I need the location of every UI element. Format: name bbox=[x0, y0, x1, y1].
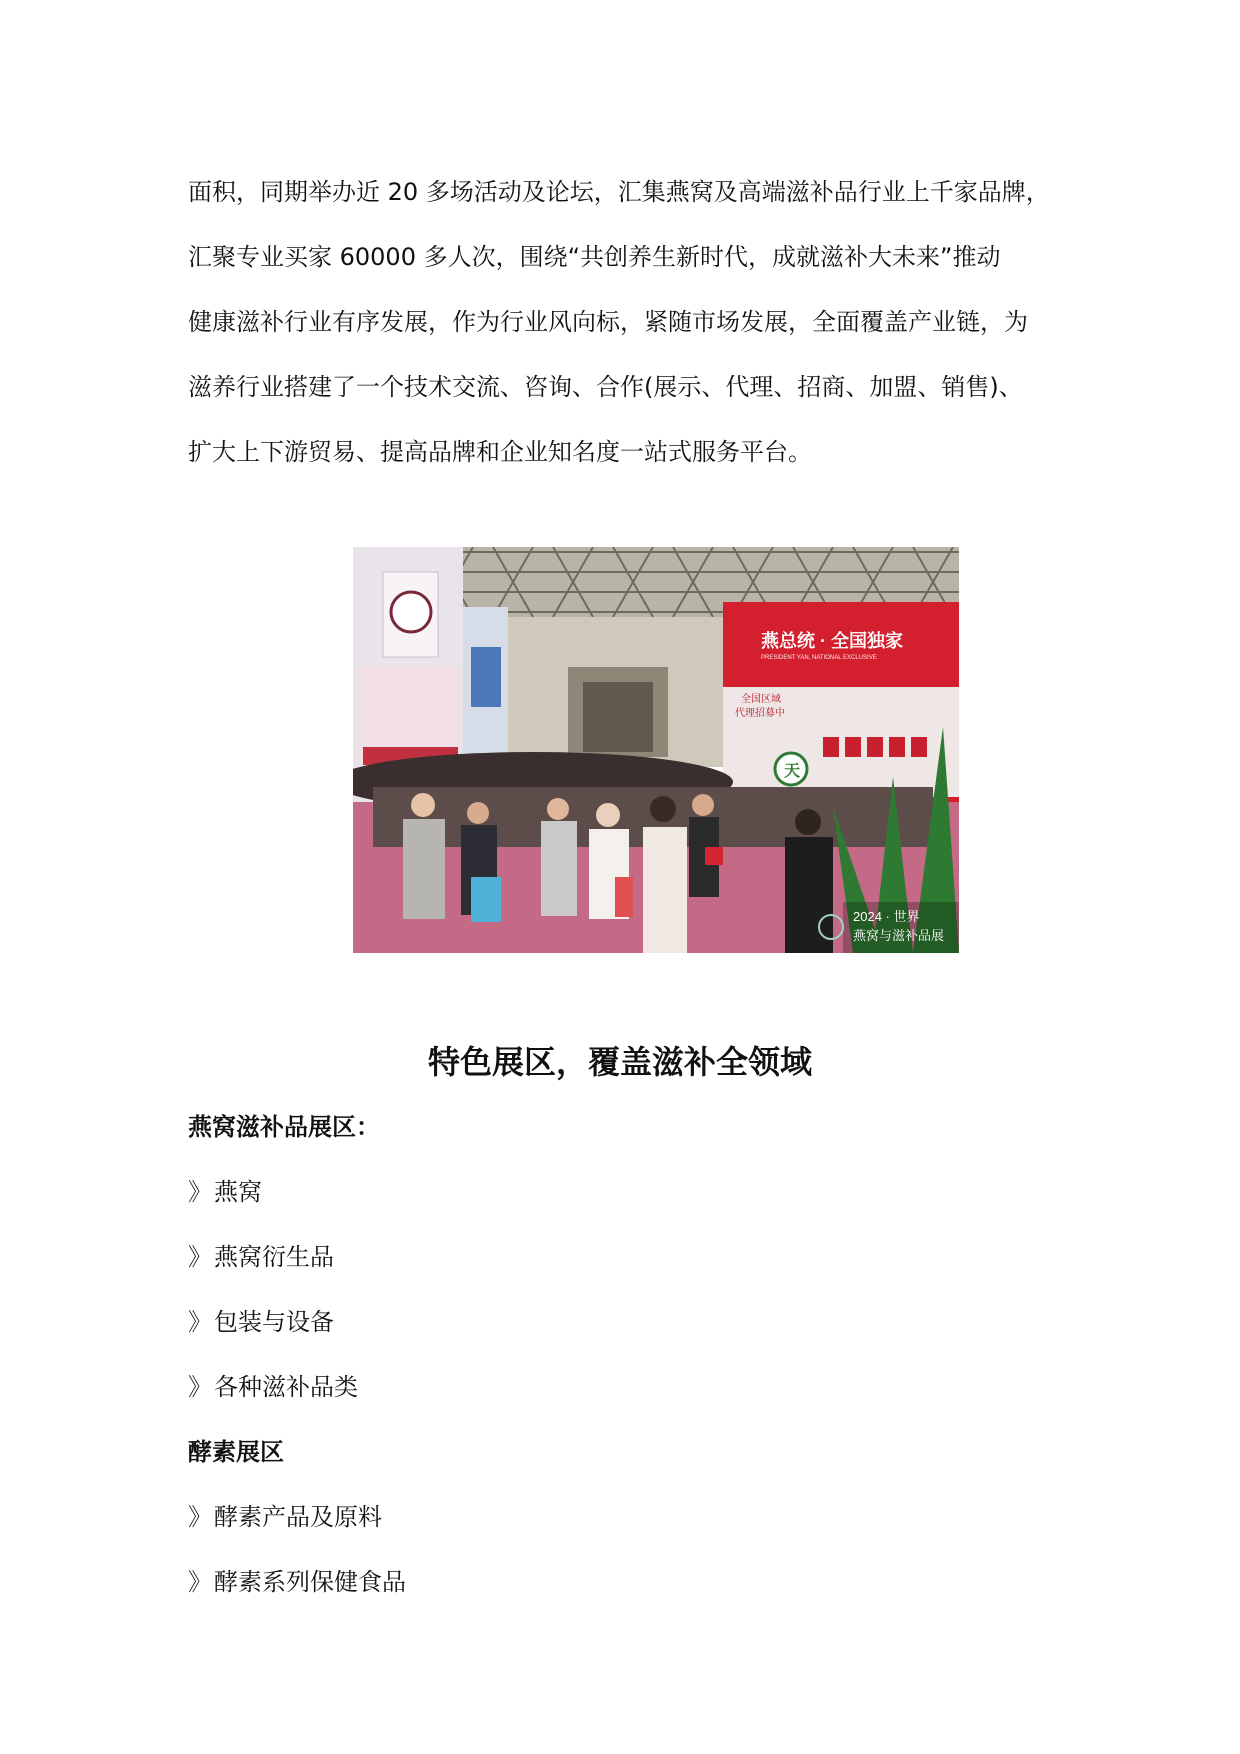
list-marker: 》 bbox=[188, 1178, 212, 1206]
zone-heading-enzyme: 酵素展区 bbox=[188, 1438, 284, 1466]
expo-badge-line2: 燕窝与滋补品展 bbox=[853, 928, 945, 943]
list-item bbox=[188, 1239, 334, 1275]
expo-badge-line1: 2024 · 世界 bbox=[853, 909, 920, 924]
booth-main-sign: 燕总统 · 全国独家 bbox=[761, 631, 903, 651]
paragraph-line: 健康滋补行业有序发展，作为行业风向标，紧随市场发展，全面覆盖产业链，为 bbox=[188, 308, 1028, 336]
list-item bbox=[188, 1174, 262, 1210]
booth-logo-icon bbox=[391, 592, 431, 632]
list-item-label: 包装与设备 bbox=[214, 1308, 334, 1336]
list-item bbox=[188, 1499, 382, 1535]
list-item-label: 酵素系列保健食品 bbox=[214, 1568, 406, 1596]
booth-sub-sign: PRESIDENT YAN, NATIONAL EXCLUSIVE bbox=[761, 655, 877, 661]
list-marker: 》 bbox=[188, 1503, 212, 1531]
paragraph-line: 滋养行业搭建了一个技术交流、咨询、合作(展示、代理、招商、加盟、销售)、 bbox=[188, 373, 1023, 401]
list-item bbox=[188, 1369, 358, 1405]
expo-crowd-photo bbox=[353, 547, 959, 953]
booth-tag-line2: 代理招募中 bbox=[735, 708, 785, 719]
list-item-label: 燕窝衍生品 bbox=[214, 1243, 334, 1271]
zone-heading-bird-nest: 燕窝滋补品展区： bbox=[188, 1113, 380, 1141]
list-marker: 》 bbox=[188, 1243, 212, 1271]
paragraph-line: 面积，同期举办近 20 多场活动及论坛，汇集燕窝及高端滋补品行业上千家品牌， bbox=[188, 178, 1050, 206]
display-boxes bbox=[823, 737, 927, 757]
list-item-label: 各种滋补品类 bbox=[214, 1373, 358, 1401]
side-booth-banner bbox=[471, 647, 501, 707]
list-item-label: 酵素产品及原料 bbox=[214, 1503, 382, 1531]
list-marker: 》 bbox=[188, 1308, 212, 1336]
section-title: 特色展区，覆盖滋补全领域 bbox=[427, 1043, 812, 1081]
booth-tag-line1: 全国区域 bbox=[741, 694, 781, 705]
gate-opening bbox=[583, 682, 653, 752]
list-item-label: 燕窝 bbox=[214, 1178, 262, 1206]
list-marker: 》 bbox=[188, 1568, 212, 1596]
intro-paragraph bbox=[188, 160, 1068, 485]
plant-sign-text: 天 bbox=[784, 763, 801, 780]
list-marker: 》 bbox=[188, 1373, 212, 1401]
list-item bbox=[188, 1304, 334, 1340]
paragraph-line: 扩大上下游贸易、提高品牌和企业知名度一站式服务平台。 bbox=[188, 438, 812, 466]
list-item bbox=[188, 1564, 406, 1600]
paragraph-line: 汇聚专业买家 60000 多人次，围绕“共创养生新时代，成就滋补大未来”推动 bbox=[188, 243, 1001, 271]
